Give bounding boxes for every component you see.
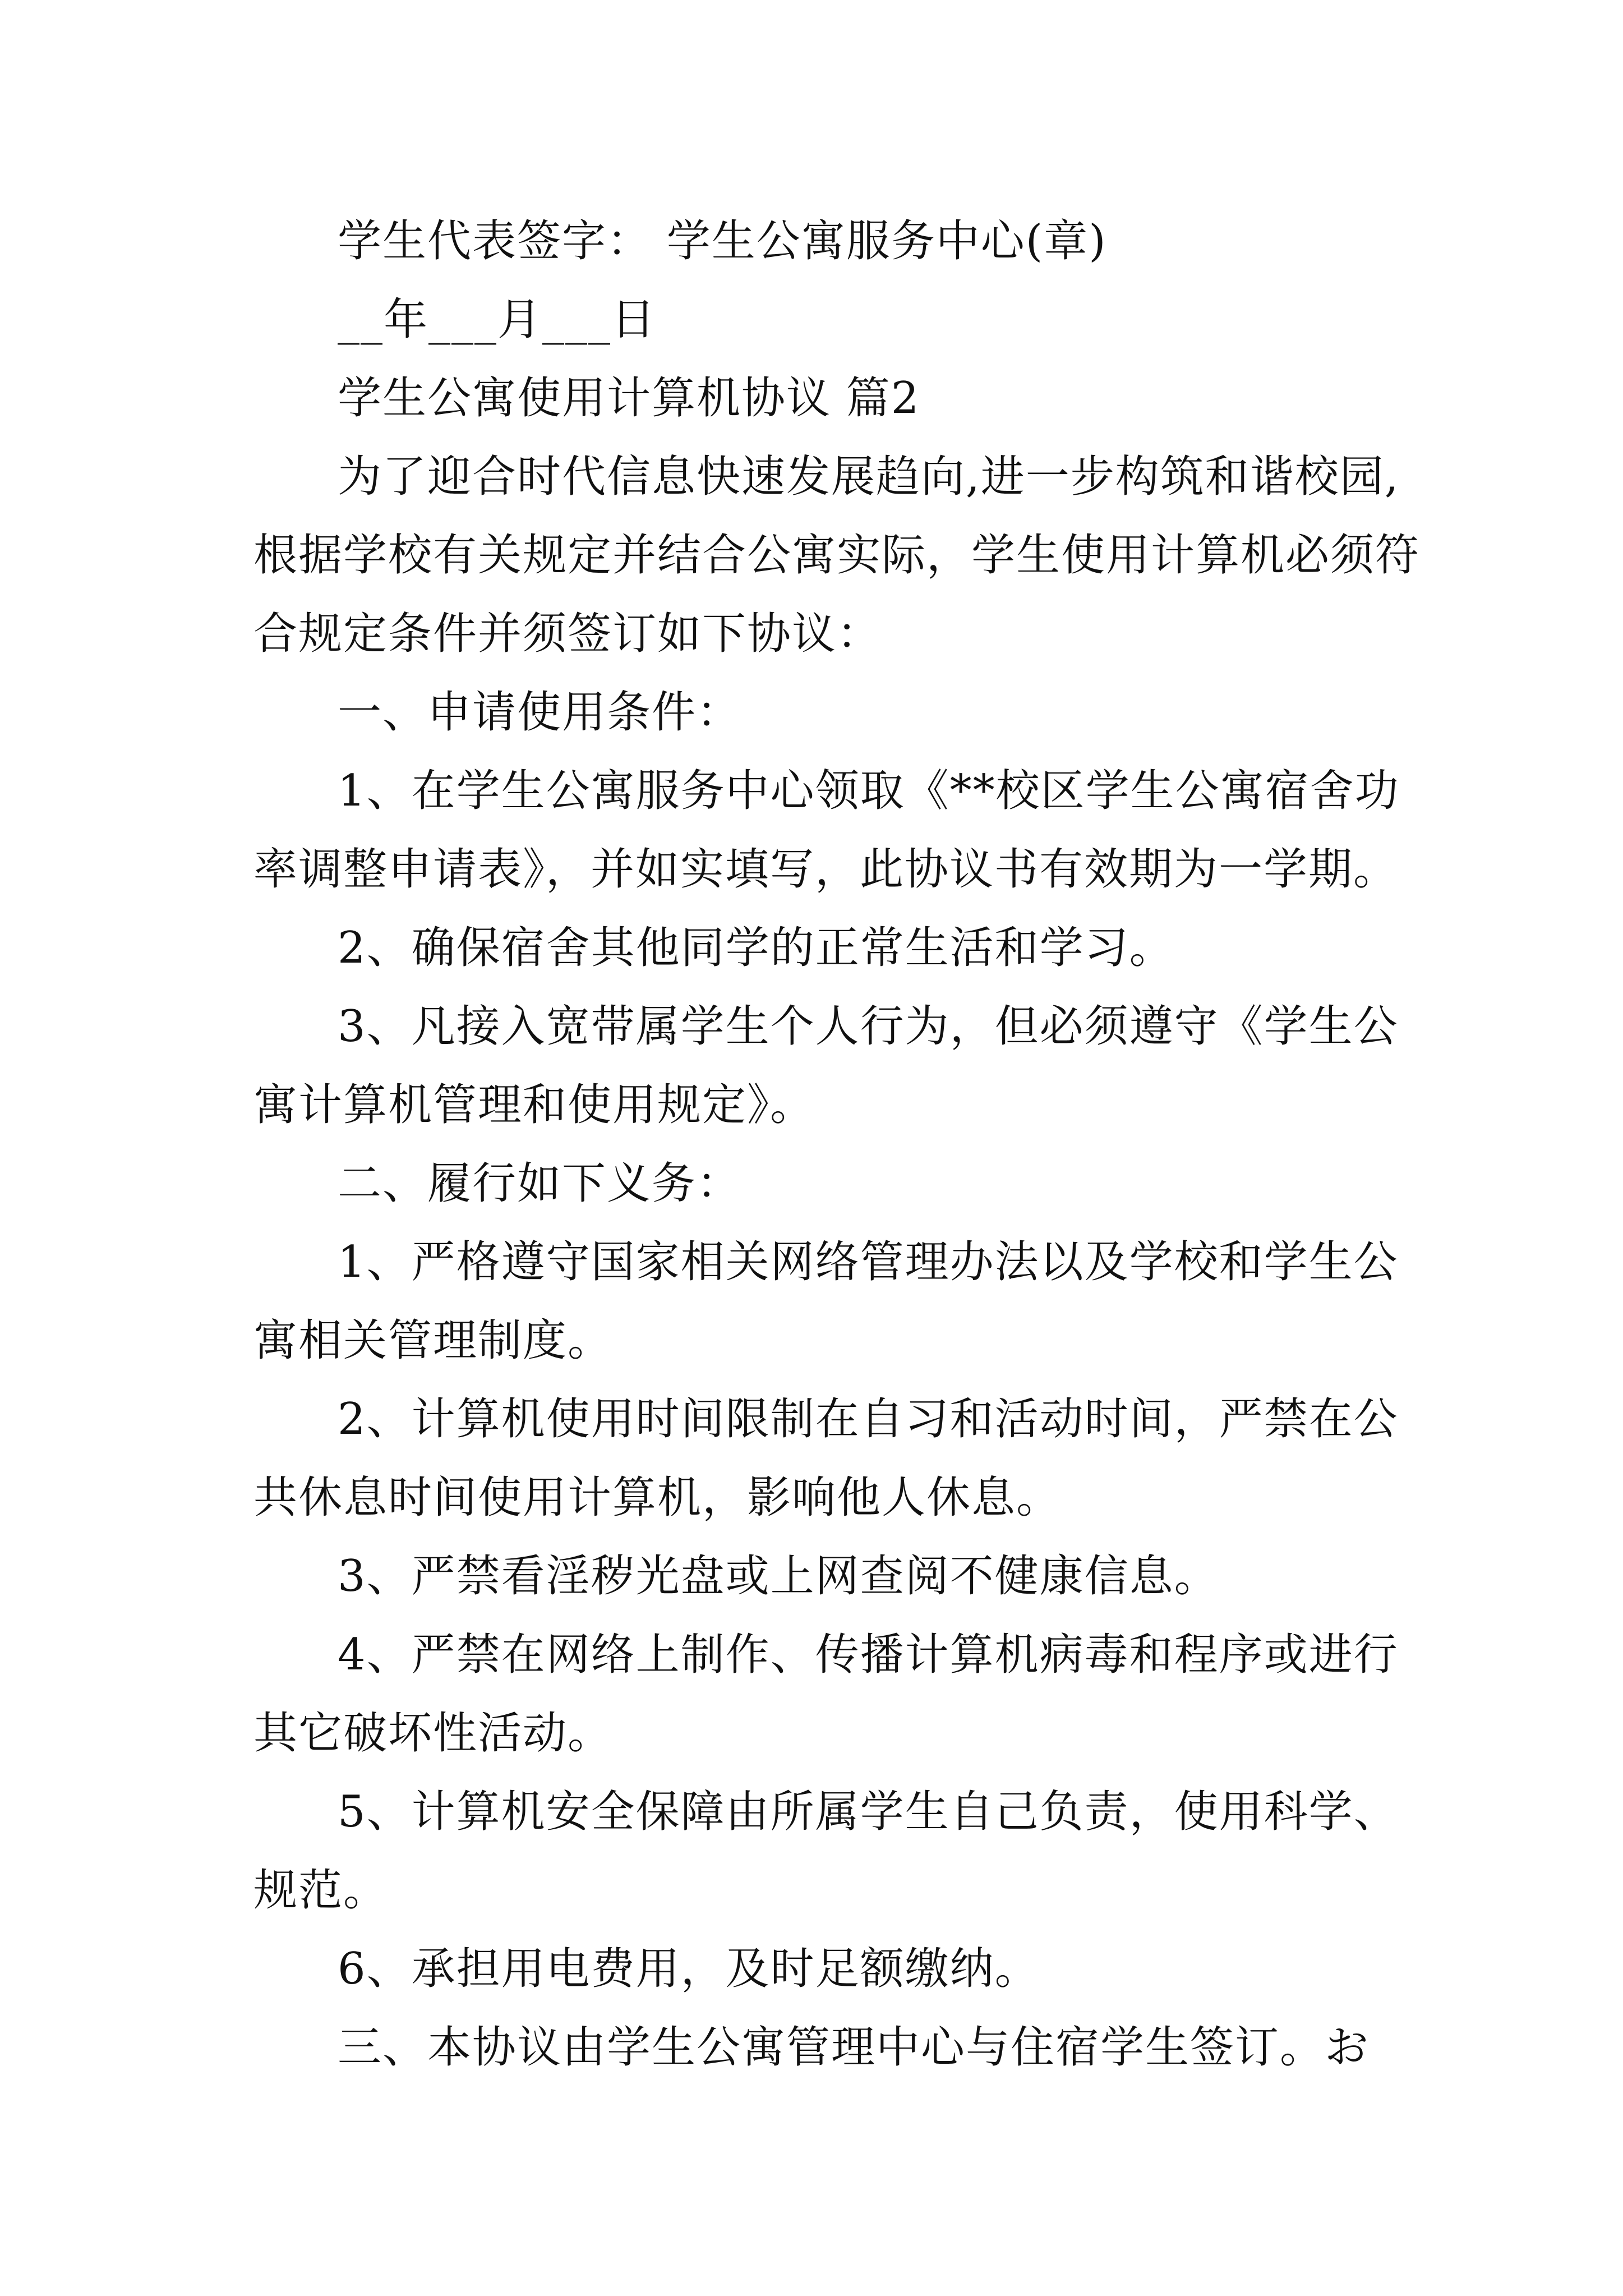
paragraph-line: 3、严禁看淫秽光盘或上网查阅不健康信息。: [338, 1551, 1219, 1602]
heading-line: 一、申请使用条件：: [338, 687, 742, 738]
paragraph-line: 3、凡接入宽带属学生个人行为，但必须遵守《学生公: [338, 1001, 1399, 1052]
paragraph-line: 5、计算机安全保障由所属学生自己负责，使用科学、: [338, 1787, 1399, 1837]
paragraph-line: 2、计算机使用时间限制在自习和活动时间，严禁在公: [338, 1394, 1399, 1444]
paragraph-line: 根据学校有关规定并结合公寓实际，学生使用计算机必须符: [253, 530, 1421, 581]
paragraph-line: 6、承担用电费用，及时足额缴纳。: [338, 1944, 1040, 1994]
paragraph-line: 率调整申请表》，并如实填写，此协议书有效期为一学期。: [253, 844, 1399, 895]
paragraph-line: 1、在学生公寓服务中心领取《**校区学生公寓宿舍功: [338, 766, 1400, 816]
paragraph-line: 其它破坏性活动。: [253, 1708, 613, 1759]
paragraph-line: 1、严格遵守国家相关网络管理办法以及学校和学生公: [338, 1237, 1399, 1287]
paragraph-line: 为了迎合时代信息快速发展趋向,进一步构筑和谐校园,: [338, 452, 1400, 502]
date-line: __年___月___日: [338, 295, 657, 345]
paragraph-line: 规范。: [253, 1865, 389, 1916]
paragraph-line: 寓相关管理制度。: [253, 1315, 613, 1366]
paragraph-line: 寓计算机管理和使用规定》。: [253, 1080, 815, 1130]
paragraph-line: 合规定条件并须签订如下协议：: [253, 609, 882, 659]
paragraph-line: 2、确保宿舍其他同学的正常生活和学习。: [338, 923, 1174, 973]
heading-line: 二、履行如下义务：: [338, 1158, 742, 1209]
document-body: [253, 202, 1421, 2087]
section-title: 学生公寓使用计算机协议 篇2: [338, 373, 920, 424]
paragraph-line: 共休息时间使用计算机，影响他人休息。: [253, 1473, 1062, 1523]
signature-line: 学生代表签字： 学生公寓服务中心(章): [338, 216, 1107, 266]
paragraph-line: 4、严禁在网络上制作、传播计算机病毒和程序或进行: [338, 1630, 1399, 1680]
heading-line: 三、本协议由学生公寓管理中心与住宿学生签订。お: [338, 2022, 1370, 2073]
